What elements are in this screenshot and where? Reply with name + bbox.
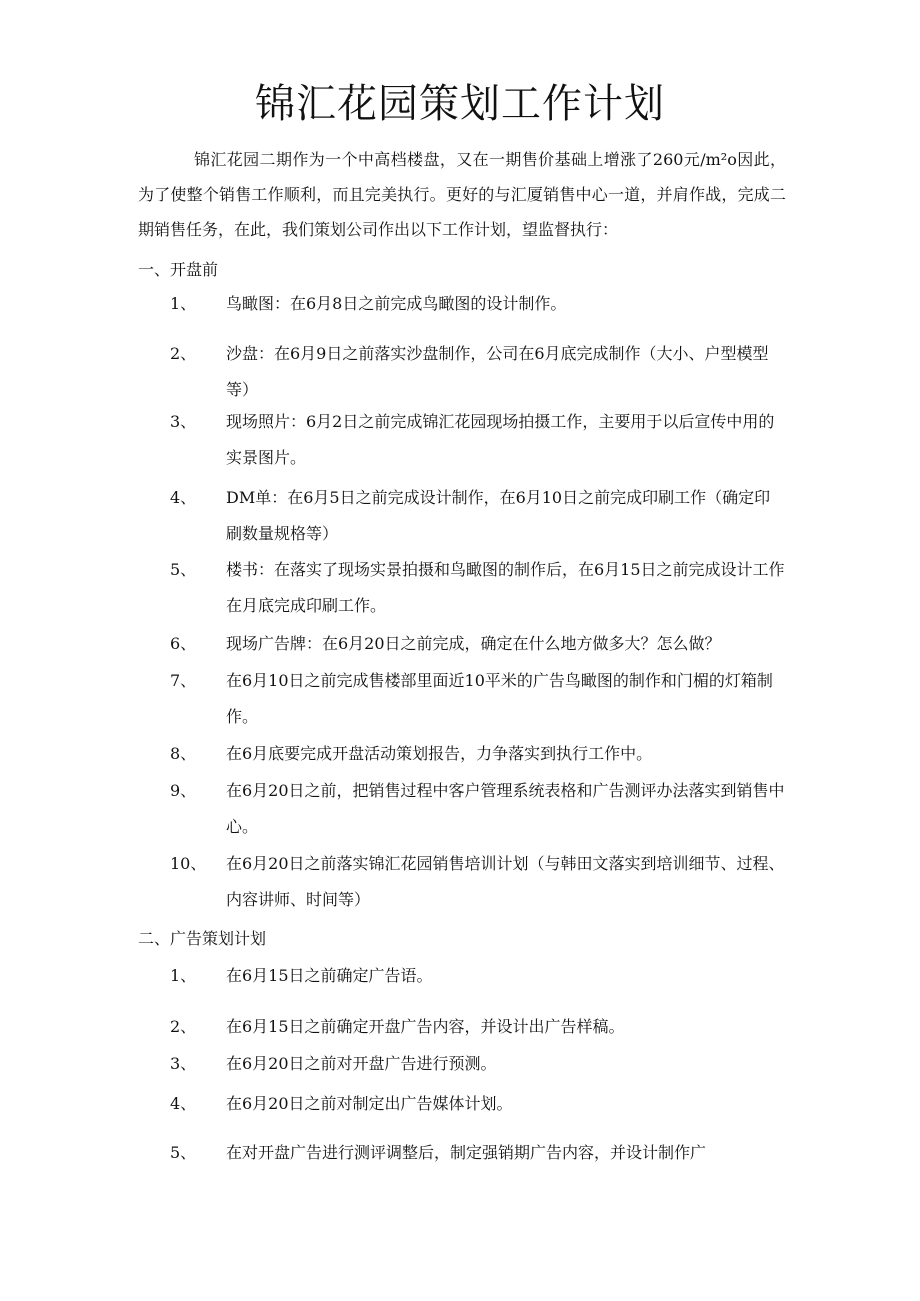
list-item-number: 4、 <box>170 1094 197 1113</box>
list-item-number: 2、 <box>170 1017 197 1036</box>
intro-paragraph: 锦汇花园二期作为一个中高档楼盘，又在一期售价基础上增涨了260元/m²o因此，为了使整个销售工作顺利，而且完美执行。更好的与汇厦销售中心一道，并肩作战，完成二期销售任务，在此，我们策划公司作出以下工作计划，望监督执行： <box>138 150 786 239</box>
list-item-text: 现场照片：6月2日之前完成锦汇花园现场拍摄工作，主要用于以后宣传中用的实景图片。 <box>226 412 775 467</box>
list-item-text: 在6月15日之前确定广告语。 <box>226 966 433 985</box>
list-item-number: 3、 <box>170 412 197 431</box>
section-heading-opening: 一、开盘前 <box>138 260 219 279</box>
list-item-text: 在6月20日之前对开盘广告进行预测。 <box>226 1054 497 1073</box>
list-item-text: 在6月底要完成开盘活动策划报告，力争落实到执行工作中。 <box>226 744 653 763</box>
list-item-number: 5、 <box>170 560 197 579</box>
list-item-text: 沙盘：在6月9日之前落实沙盘制作，公司在6月底完成制作（大小、户型模型等） <box>226 344 769 399</box>
list-item-text: 在6月20日之前，把销售过程中客户管理系统表格和广告测评办法落实到销售中心。 <box>226 781 785 836</box>
list-item-number: 6、 <box>170 634 197 653</box>
list-item-text: 在对开盘广告进行测评调整后，制定强销期广告内容，并设计制作广 <box>226 1143 707 1162</box>
list-item-text: 在6月20日之前对制定出广告媒体计划。 <box>226 1094 513 1113</box>
list-item-number: 4、 <box>170 488 197 507</box>
list-item-number: 1、 <box>170 966 197 985</box>
list-item-number: 10、 <box>170 854 207 873</box>
list-item-number: 9、 <box>170 781 197 800</box>
list-item-text: 楼书：在落实了现场实景拍摄和鸟瞰图的制作后，在6月15日之前完成设计工作在月底完成印刷工作。 <box>226 560 785 615</box>
list-item-number: 5、 <box>170 1143 197 1162</box>
list-item-text: 在6月10日之前完成售楼部里面近10平米的广告鸟瞰图的制作和门楣的灯箱制作。 <box>226 671 773 726</box>
list-item-text: DM单：在6月5日之前完成设计制作，在6月10日之前完成印刷工作（确定印刷数量规格等） <box>226 488 771 543</box>
list-item-text: 鸟瞰图：在6月8日之前完成鸟瞰图的设计制作。 <box>226 294 567 313</box>
list-item-number: 7、 <box>170 671 197 690</box>
list-item-number: 8、 <box>170 744 197 763</box>
page-title: 锦汇花园策划工作计划 <box>255 81 665 127</box>
list-item-text: 在6月15日之前确定开盘广告内容，并设计出广告样稿。 <box>226 1017 625 1036</box>
list-item-text: 现场广告牌：在6月20日之前完成，确定在什么地方做多大？怎么做？ <box>226 634 721 653</box>
list-item-number: 1、 <box>170 294 197 313</box>
list-item-number: 2、 <box>170 344 197 363</box>
list-item-text: 在6月20日之前落实锦汇花园销售培训计划（与韩田文落实到培训细节、过程、内容讲师、时间等） <box>226 854 785 909</box>
list-item-number: 3、 <box>170 1054 197 1073</box>
section-heading-advertising: 二、广告策划计划 <box>138 929 267 948</box>
